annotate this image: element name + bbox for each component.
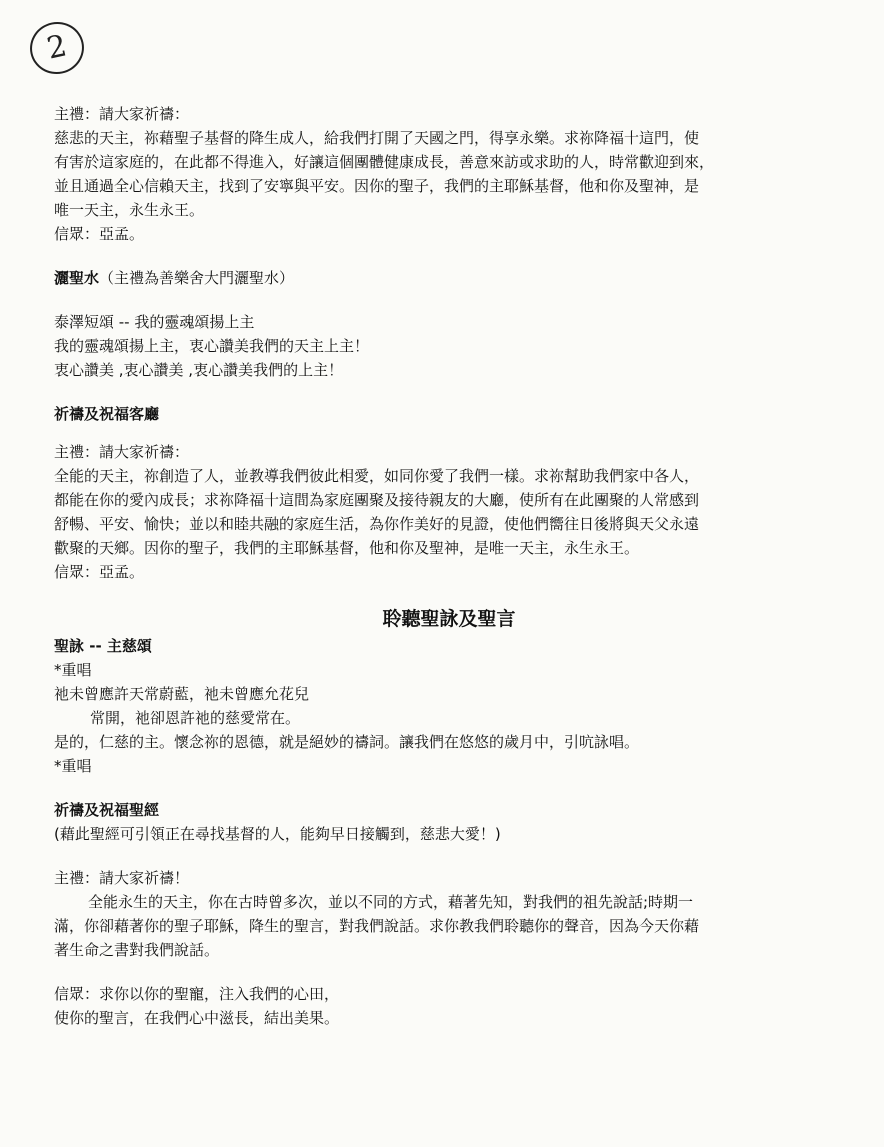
bible-prayer [54,866,844,962]
response-line: 使你的聖言，在我們心中滋長，結出美果。 [54,1009,340,1027]
faithful-response [54,982,844,1030]
prayer-line: 有害於這家庭的，在此都不得進入，好讓這個團體健康成長，善意來訪或求助的人，時常歡迎到來， [54,153,715,171]
prayer-line: 滿，你卻藉著你的聖子耶穌，降生的聖言，對我們說話。求你教我們聆聽你的聲音，因為今天你藉 [54,917,700,935]
response-line: 信眾：求你以你的聖寵，注入我們的心田， [54,985,340,1003]
chant-line: 泰澤短頌 -- 我的靈魂頌揚上主 [54,313,255,331]
response-line: 信眾：亞孟。 [54,225,145,243]
prayer-line: 慈悲的天主，祢藉聖子基督的降生成人，給我們打開了天國之門，得享永樂。求祢降福十這門，使 [54,129,700,147]
psalm-line: 常開，祂卻恩許祂的慈愛常在。 [90,709,301,727]
chant-line: 我的靈魂頌揚上主，衷心讚美我們的天主上主！ [54,337,370,355]
prayer-line: 並且通過全心信賴天主，找到了安寧與平安。因你的聖子，我們的主耶穌基督，他和你及聖神，是 [54,177,700,195]
prayer-line: 舒暢、平安、愉快；並以和睦共融的家庭生活，為你作美好的見證，使他們嚮往日後將與天父永遠 [54,515,700,533]
taize-chant [54,310,844,382]
page-number: 2 [25,17,89,79]
section-title: 祈禱及祝福聖經 [54,801,160,819]
prayer-line: 著生命之書對我們說話。 [54,941,220,959]
leader-line: 主禮：請大家祈禱： [54,105,190,123]
section-note: （主禮為善樂舍大門灑聖水） [99,269,295,287]
section-heading [54,266,844,290]
holy-water-section [54,266,844,290]
leader-line: 主禮：請大家祈禱： [54,443,190,461]
chant-line: 衷心讚美 ,衷心讚美 ,衷心讚美我們的上主！ [54,361,344,379]
prayer-door [54,102,844,246]
document-body [54,102,844,1050]
section-title: 聖詠 -- 主慈頌 [54,637,152,655]
section-title: 灑聖水 [54,269,100,287]
prayer-line: 歡聚的天鄉。因你的聖子，我們的主耶穌基督，他和你及聖神，是唯一天主，永生永王。 [54,539,640,557]
psalm-section [54,634,844,778]
refrain-mark: *重唱 [54,757,92,775]
prayer-line: 都能在你的愛內成長；求祢降福十這間為家庭團聚及接待親友的大廳，使所有在此團聚的人常感到 [54,491,700,509]
prayer-line: 全能的天主，祢創造了人，並教導我們彼此相愛，如同你愛了我們一樣。求祢幫助我們家中各人， [54,467,700,485]
psalm-line: 祂未曾應許天常蔚藍，祂未曾應允花兒 [54,685,310,703]
main-heading: 聆聽聖詠及聖言 [382,608,516,630]
leader-line: 主禮：請大家祈禱！ [54,869,190,887]
section-note: (藉此聖經可引領正在尋找基督的人，能夠早日接觸到，慈悲大愛！) [54,825,501,843]
prayer-line: 全能永生的天主，你在古時曾多次，並以不同的方式，藉著先知，對我們的祖先說話;時期一 [88,893,694,911]
bible-blessing-section [54,798,844,846]
response-line: 信眾：亞孟。 [54,563,145,581]
psalm-line: 是的，仁慈的主。懷念祢的恩德，就是絕妙的禱詞。讓我們在悠悠的歲月中，引吭詠唱。 [54,733,640,751]
living-room-blessing [54,402,844,584]
refrain-mark: *重唱 [54,661,92,679]
section-title: 祈禱及祝福客廳 [54,405,160,423]
prayer-line: 唯一天主，永生永王。 [54,201,205,219]
